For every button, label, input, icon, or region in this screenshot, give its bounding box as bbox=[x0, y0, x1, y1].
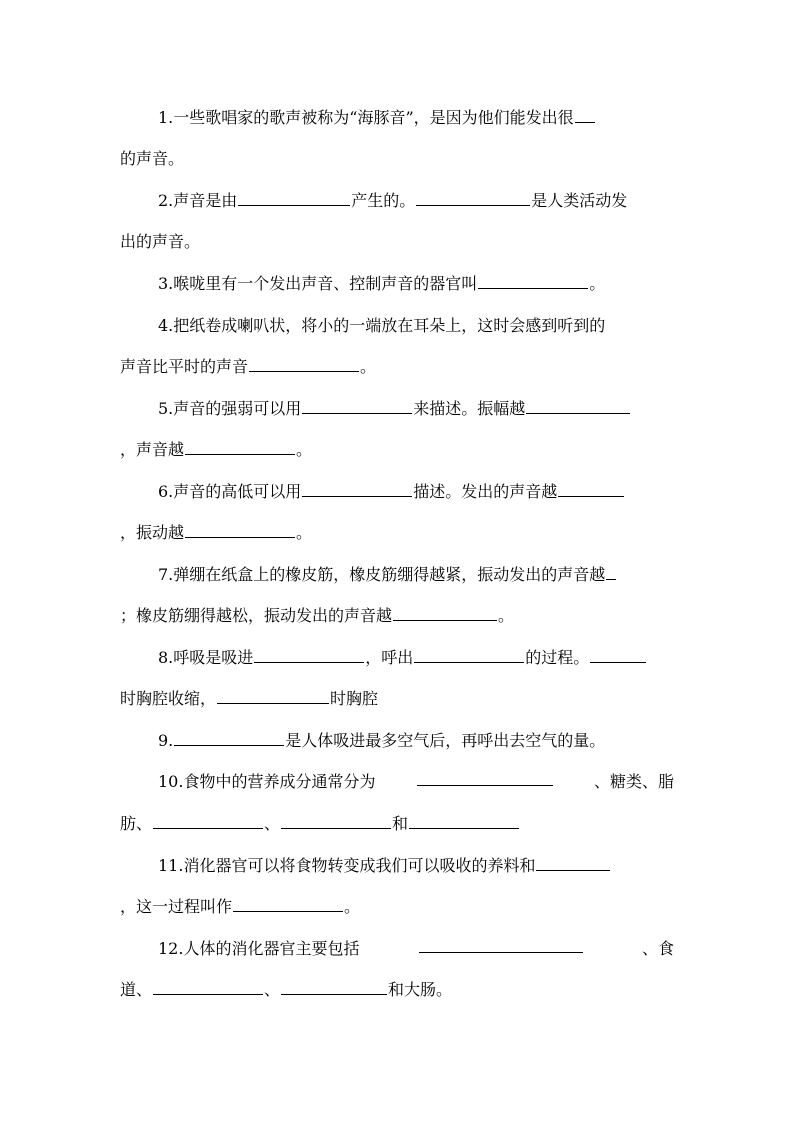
answer-blank[interactable] bbox=[536, 855, 610, 871]
question-8-text: 的过程。 bbox=[525, 648, 590, 667]
answer-blank[interactable] bbox=[254, 647, 364, 663]
question-1-line-1 bbox=[120, 106, 674, 130]
question-11-text: 。 bbox=[344, 897, 361, 916]
question-12-text: 和大肠。 bbox=[388, 980, 453, 999]
question-6-text: ，振动越 bbox=[120, 523, 185, 542]
question-10-line-2 bbox=[120, 812, 674, 836]
answer-blank[interactable] bbox=[414, 647, 524, 663]
question-10-line-1 bbox=[120, 770, 674, 794]
question-11-text: 11.消化器官可以将食物转变成我们可以吸收的养料和 bbox=[158, 856, 536, 875]
question-12-text: 12.人体的消化器官主要包括 bbox=[158, 939, 360, 958]
question-10-text: 、糖类、脂 bbox=[593, 772, 674, 791]
question-4-text: 。 bbox=[360, 357, 377, 376]
question-5-text: ，声音越 bbox=[120, 440, 185, 459]
question-2-line-2 bbox=[120, 230, 674, 254]
question-6-text: 。 bbox=[296, 523, 313, 542]
question-1-text: 的声音。 bbox=[120, 149, 185, 168]
question-9-text: 是人体吸进最多空气后，再呼出去空气的量。 bbox=[285, 731, 606, 750]
question-5-text: 来描述。振幅越 bbox=[413, 399, 526, 418]
question-3-text: 。 bbox=[589, 274, 606, 293]
question-1-line-2 bbox=[120, 147, 674, 171]
answer-blank[interactable] bbox=[185, 522, 295, 538]
question-10-text: 、 bbox=[264, 814, 281, 833]
answer-blank[interactable] bbox=[526, 398, 630, 414]
question-2-text: 是人类活动发 bbox=[531, 191, 628, 210]
answer-blank[interactable] bbox=[417, 770, 553, 786]
answer-blank[interactable] bbox=[238, 190, 350, 206]
answer-blank[interactable] bbox=[153, 979, 263, 995]
answer-blank[interactable] bbox=[302, 398, 412, 414]
question-10-text: 10.食物中的营养成分通常分为 bbox=[158, 772, 376, 791]
answer-blank[interactable] bbox=[217, 688, 329, 704]
question-8-line-2 bbox=[120, 687, 674, 711]
question-4-line-2 bbox=[120, 355, 674, 379]
question-7-text: 。 bbox=[498, 606, 515, 625]
question-2-text: 出的声音。 bbox=[120, 232, 201, 251]
question-7-line-2 bbox=[120, 604, 674, 628]
question-12-text: 道、 bbox=[120, 980, 153, 999]
question-6-text: 描述。发出的声音越 bbox=[413, 482, 558, 501]
question-8-line-1 bbox=[120, 646, 674, 670]
question-1-text: 1.一些歌唱家的歌声被称为“海豚音”，是因为他们能发出很 bbox=[158, 108, 574, 127]
question-12-line-2 bbox=[120, 978, 674, 1002]
question-5-text: 5.声音的强弱可以用 bbox=[158, 399, 302, 418]
answer-blank[interactable] bbox=[478, 273, 588, 289]
answer-blank[interactable] bbox=[558, 481, 624, 497]
question-8-text: 时胸腔收缩， bbox=[120, 689, 217, 708]
answer-blank[interactable] bbox=[575, 107, 595, 123]
question-10-text: 和 bbox=[392, 814, 409, 833]
question-7-text: ；橡皮筋绷得越松，振动发出的声音越 bbox=[120, 606, 393, 625]
answer-blank[interactable] bbox=[409, 813, 519, 829]
question-12-line-1 bbox=[120, 937, 674, 961]
question-4-text: 4.把纸卷成喇叭状，将小的一端放在耳朵上，这时会感到听到的 bbox=[158, 316, 606, 335]
question-7-text: 7.弹绷在纸盒上的橡皮筋，橡皮筋绷得越紧，振动发出的声音越 bbox=[158, 565, 606, 584]
question-8-text: ，呼出 bbox=[365, 648, 414, 667]
question-8-text: 8.呼吸是吸进 bbox=[158, 648, 254, 667]
answer-blank[interactable] bbox=[590, 647, 646, 663]
answer-blank[interactable] bbox=[153, 813, 263, 829]
question-3-line-1 bbox=[120, 272, 674, 296]
answer-blank[interactable] bbox=[233, 896, 343, 912]
question-8-text: 时胸腔 bbox=[330, 689, 379, 708]
answer-blank[interactable] bbox=[249, 356, 359, 372]
answer-blank[interactable] bbox=[302, 481, 412, 497]
question-11-text: ，这一过程叫作 bbox=[120, 897, 233, 916]
question-4-text: 声音比平时的声音 bbox=[120, 357, 249, 376]
answer-blank[interactable] bbox=[393, 605, 497, 621]
question-3-text: 3.喉咙里有一个发出声音、控制声音的器官叫 bbox=[158, 274, 478, 293]
question-4-line-1 bbox=[120, 314, 674, 338]
question-9-text: 9. bbox=[158, 731, 174, 750]
question-11-line-1 bbox=[120, 854, 674, 878]
question-12-text: 、食 bbox=[641, 939, 674, 958]
answer-blank[interactable] bbox=[174, 730, 284, 746]
answer-blank[interactable] bbox=[419, 937, 583, 953]
question-12-text: 、 bbox=[264, 980, 281, 999]
question-2-text: 产生的。 bbox=[351, 191, 416, 210]
question-6-line-1 bbox=[120, 480, 674, 504]
answer-blank[interactable] bbox=[606, 564, 616, 580]
question-6-line-2 bbox=[120, 521, 674, 545]
question-5-line-2 bbox=[120, 438, 674, 462]
answer-blank[interactable] bbox=[185, 439, 295, 455]
question-9-line-1 bbox=[120, 729, 674, 753]
question-10-text: 肪、 bbox=[120, 814, 153, 833]
question-11-line-2 bbox=[120, 895, 674, 919]
answer-blank[interactable] bbox=[281, 979, 387, 995]
question-5-line-1 bbox=[120, 397, 674, 421]
answer-blank[interactable] bbox=[281, 813, 391, 829]
question-7-line-1 bbox=[120, 563, 674, 587]
question-6-text: 6.声音的高低可以用 bbox=[158, 482, 302, 501]
question-5-text: 。 bbox=[296, 440, 313, 459]
question-2-text: 2.声音是由 bbox=[158, 191, 238, 210]
question-2-line-1 bbox=[120, 189, 674, 213]
answer-blank[interactable] bbox=[416, 190, 530, 206]
